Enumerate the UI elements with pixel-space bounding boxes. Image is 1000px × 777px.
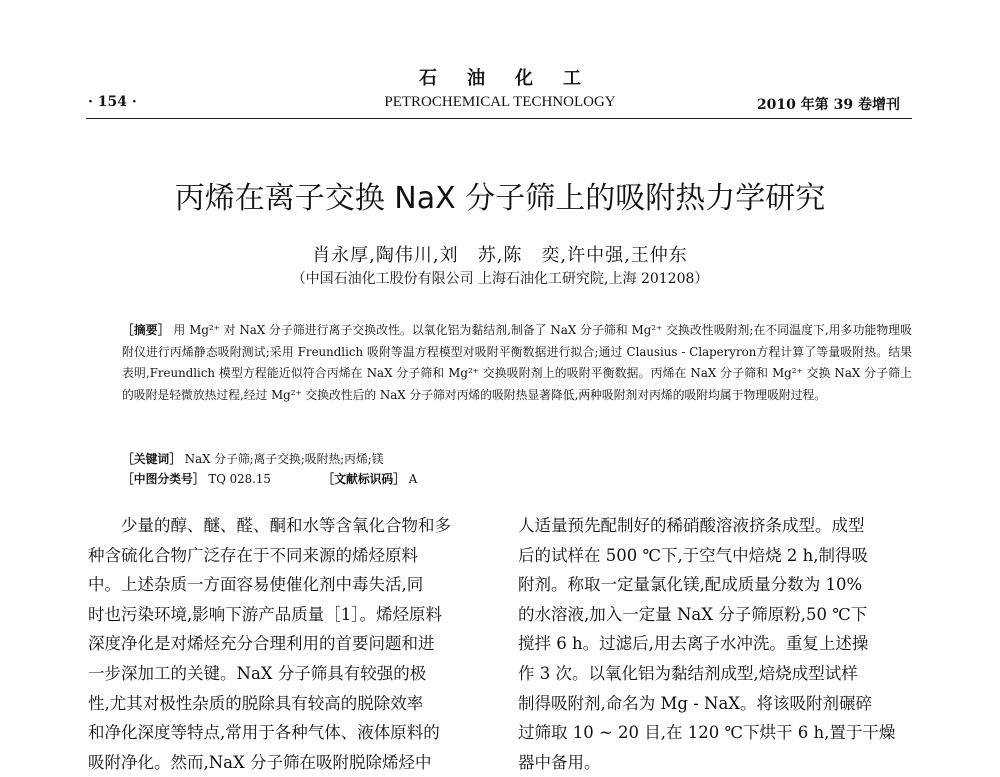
body-line: 制得吸附剂,命名为 Mg - NaX。将该吸附剂碾碎 (518, 693, 873, 713)
journal-name-english: PETROCHEMICAL TECHNOLOGY (384, 94, 616, 110)
keywords-label: ［关键词］ (122, 452, 181, 466)
abstract-label: ［摘要］ (122, 323, 170, 337)
body-line: 深度净化是对烯烃充分合理利用的首要问题和进 (88, 634, 435, 654)
abstract (122, 320, 912, 406)
body-line: 少量的醇、醚、醛、酮和水等含氧化合物和多 (121, 516, 451, 535)
author-list: 肖永厚,陶伟川,刘 苏,陈 奕,许中强,王仲东 (312, 245, 688, 266)
doc-code-label: ［文献标识码］ (322, 472, 406, 486)
body-line: 搅拌 6 h。过滤后,用去离子水冲洗。重复上述操 (518, 634, 869, 654)
body-line: 吸附净化。然而,NaX 分子筛在吸附脱除烯烃中 (88, 752, 432, 772)
paper-title: 丙烯在离子交换 NaX 分子筛上的吸附热力学研究 (174, 181, 826, 216)
page-number: · 154 · (88, 94, 137, 110)
body-line: 种含硫化合物广泛存在于不同来源的烯烃原料 (88, 545, 418, 565)
affiliation: （中国石油化工股份有限公司 上海石油化工研究院,上海 201208） (291, 271, 709, 287)
body-line: 后的试样在 500 ℃下,于空气中焙烧 2 h,制得吸 (518, 545, 869, 565)
body-line: 人适量预先配制好的稀硝酸溶液挤条成型。成型 (518, 516, 865, 535)
body-line: 一步深加工的关键。NaX 分子筛具有较强的极 (88, 663, 427, 683)
keywords (122, 450, 384, 467)
issue-info: 2010 年第 39 卷增刊 (756, 97, 900, 113)
clc-value: TQ 028.15 (208, 472, 271, 486)
body-line: 的水溶液,加入一定量 NaX 分子筛原粉,50 ℃下 (518, 604, 868, 624)
body-column-right (518, 511, 915, 777)
keywords-text: NaX 分子筛;离子交换;吸附热;丙烯;镁 (184, 452, 384, 466)
abstract-text: 用 Mg²⁺ 对 NaX 分子筛进行离子交换改性。以氧化铝为黏结剂,制备了 NaX 分子筛和 Mg²⁺ 交换改性吸附剂;在不同温度下,用多功能物理吸附仪进行丙烯静态吸附测试;采用 Freundlich 吸附等温方程模型对吸附平衡数据进行拟合;通过 Clausius - Claperyron方程计算了等量吸附热。结果表明,Freundlich 模型方程能近似符合丙烯在 NaX 分子筛和 Mg²⁺ 交换吸附剂上的吸附平衡数据。丙烯在 NaX 分子筛和 Mg²⁺ 交换 NaX 分子筛上的吸附是轻微放热过程,经过 Mg²⁺ 交换改性后的 NaX 分子筛对丙烯的吸附热显著降低,两种吸附剂对丙烯的吸附均属于物理吸附过程。 (122, 323, 912, 402)
doc-code-value: A (408, 472, 418, 486)
body-line: 时也污染环境,影响下游产品质量［1］。烯烃原料 (88, 604, 442, 624)
body-line: 作 3 次。以氧化铝为黏结剂成型,焙烧成型试样 (518, 663, 858, 683)
body-column-left (88, 511, 485, 777)
clc-label: ［中图分类号］ (122, 472, 205, 486)
body-line: 器中备用。 (518, 752, 601, 772)
body-line: 附剂。称取一定量氯化镁,配成质量分数为 10% (518, 575, 863, 595)
journal-name-chinese: 石油化工 (419, 68, 611, 89)
body-line: 过筛取 10 ~ 20 目,在 120 ℃下烘干 6 h,置于干燥 (518, 723, 896, 743)
body-line: 中。上述杂质一方面容易使催化剂中毒失活,同 (88, 575, 424, 595)
header-rule (86, 118, 912, 119)
body-line: 性,尤其对极性杂质的脱除具有较高的脱除效率 (88, 693, 424, 713)
classification-line (122, 470, 417, 487)
body-line: 和净化深度等特点,常用于各种气体、液体原料的 (88, 723, 440, 743)
